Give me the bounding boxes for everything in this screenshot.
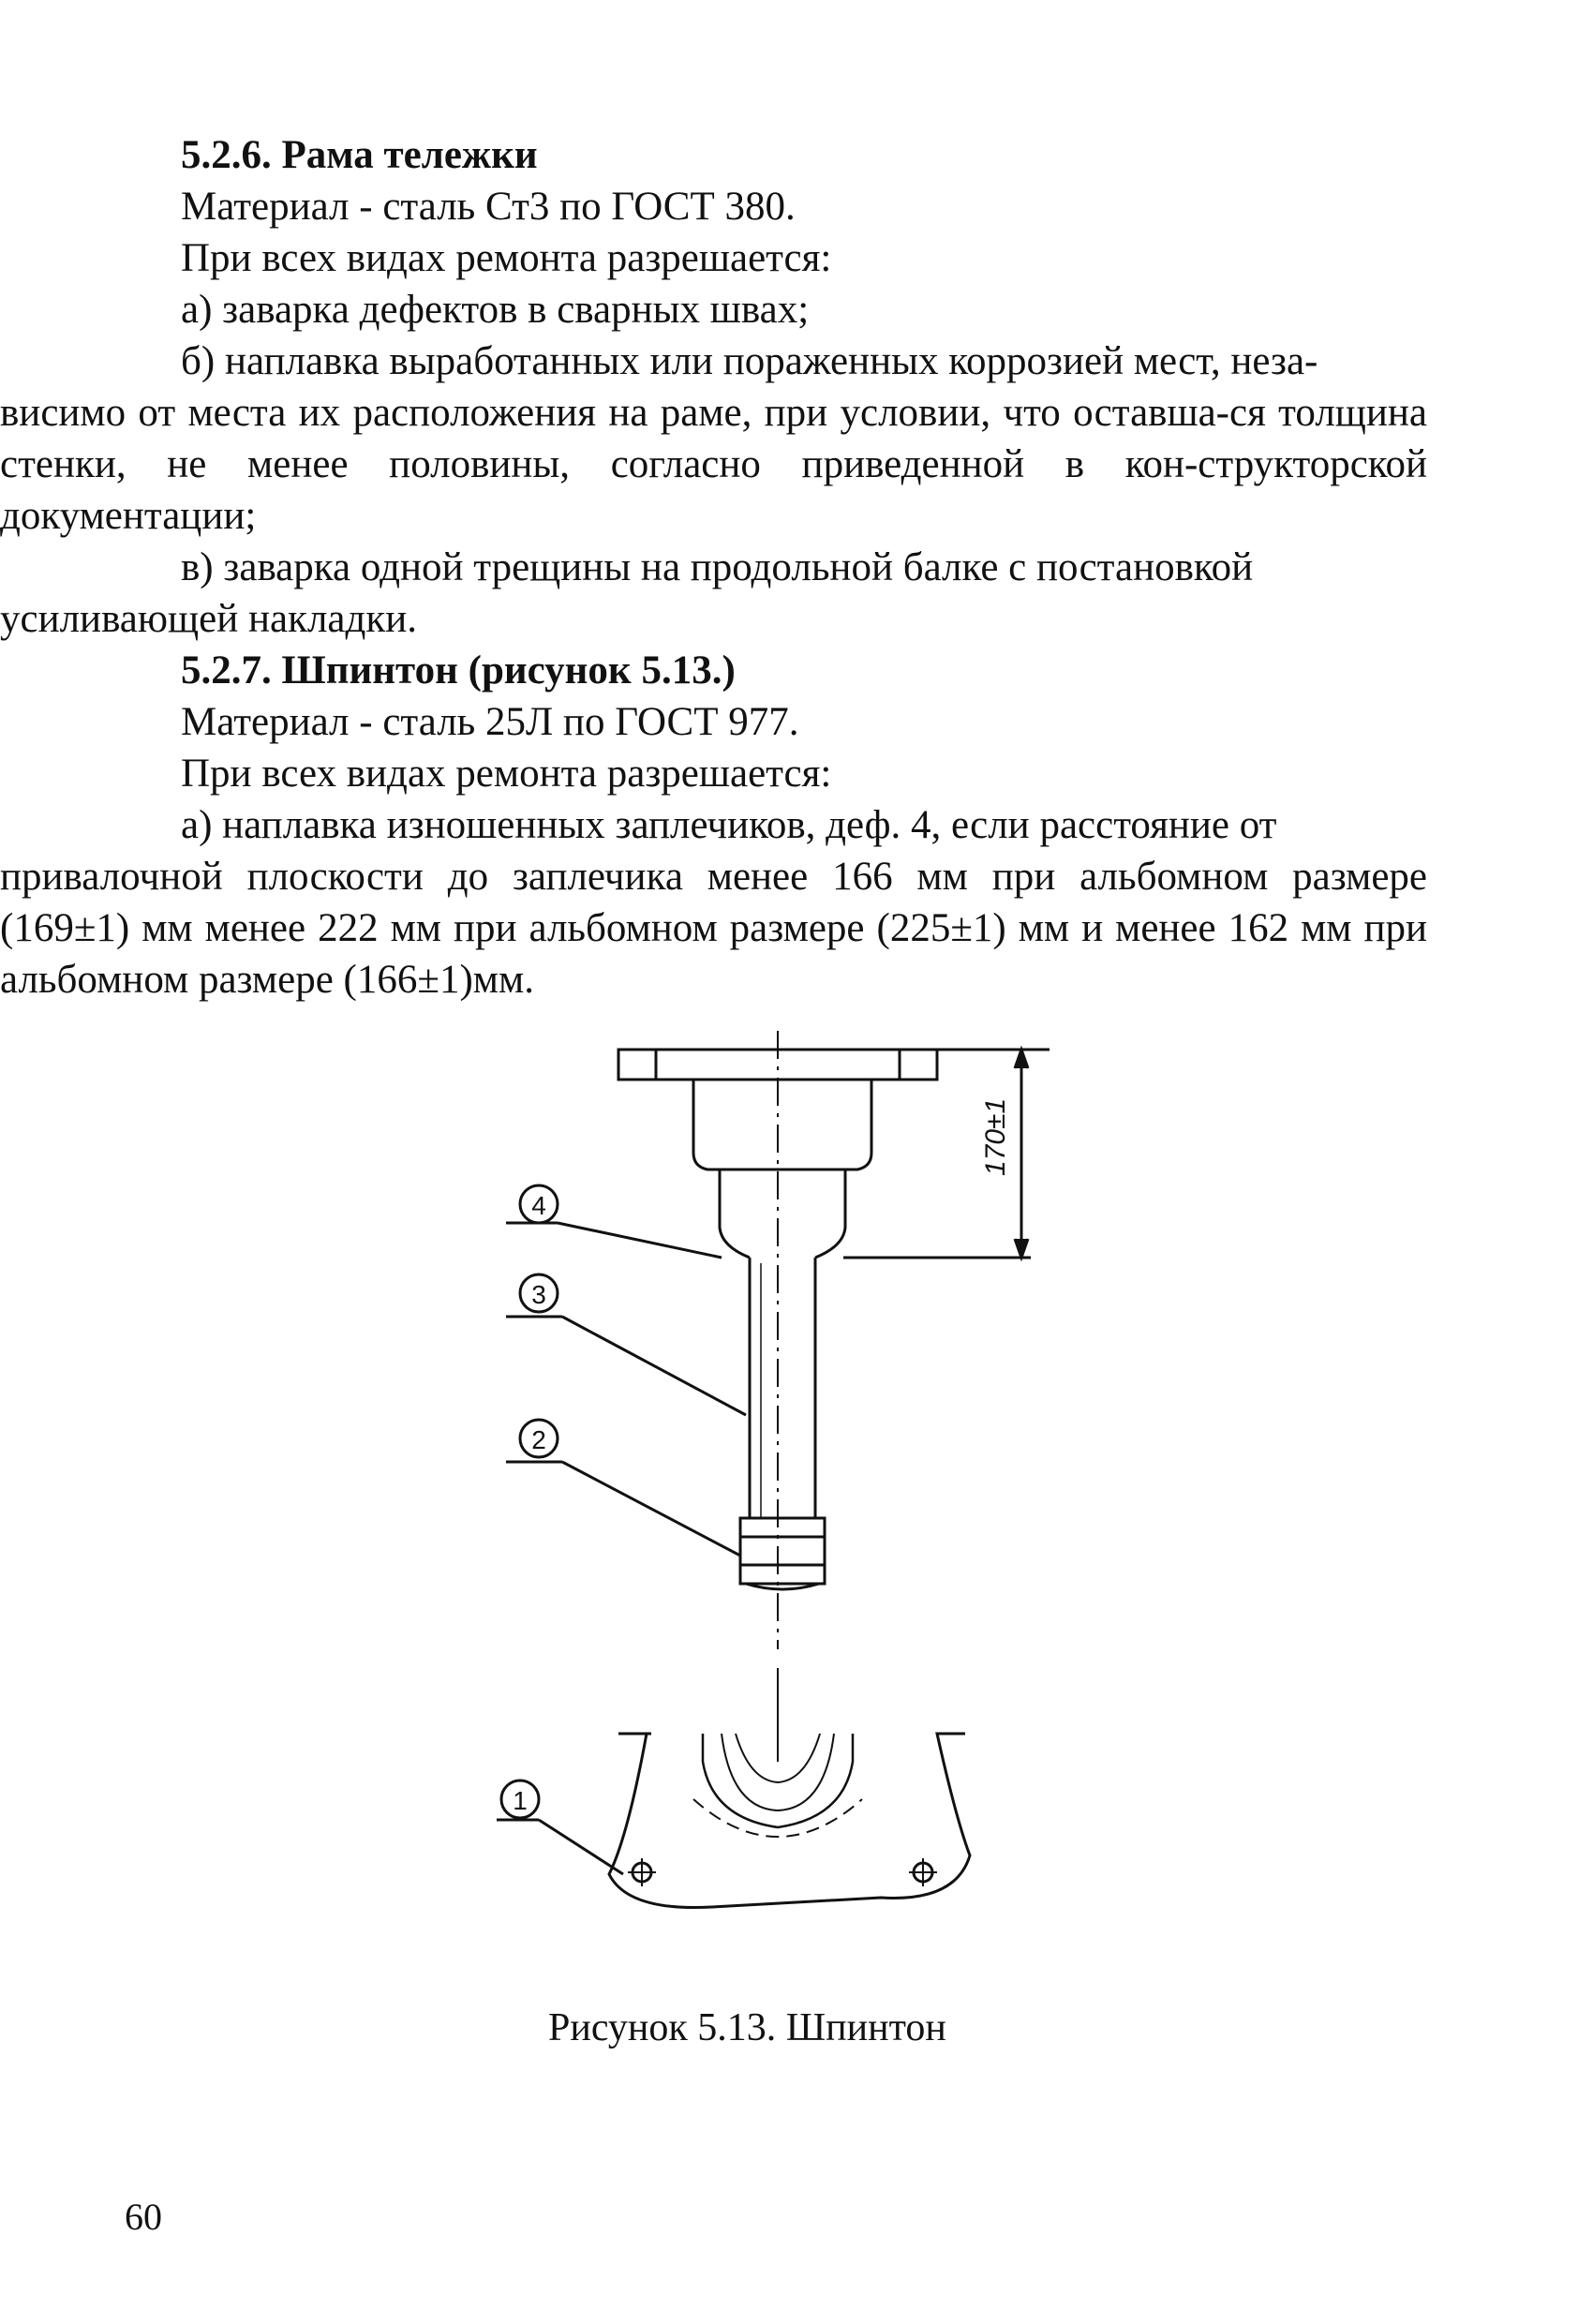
shpinton-drawing [469, 1012, 1106, 1968]
upper-body [693, 1080, 871, 1169]
allowed-526: При всех видах ремонта разрешается: [181, 236, 832, 280]
item-a-527-continuation: привалочной плоскости до заплечика менее 166 мм при альбомном размере (169±1) мм менее 222 мм при альбомном размере (225±1) мм и менее 162 мм при альбомном размере (166±1)мм. [0, 855, 1427, 1002]
item-a-526: а) заварка дефектов в сварных швах; [181, 288, 810, 332]
allowed-527: При всех видах ремонта разрешается: [181, 752, 832, 796]
item-v-526-continuation: усиливающей накладки. [0, 597, 418, 641]
callout-4-label: 4 [531, 1191, 546, 1220]
item-b-526-continuation: висимо от места их расположения на раме, при условии, что оставша-ся толщина стенки, не менее половины, согласно приведенной в кон-структорской документации; [0, 391, 1427, 538]
material-526: Материал - сталь Ст3 по ГОСТ 380. [181, 185, 796, 229]
section-5-2-6-heading: 5.2.6. Рама тележки [181, 133, 538, 177]
callout-3-label: 3 [531, 1280, 546, 1309]
base-plate [609, 1734, 970, 1908]
figure-caption: Рисунок 5.13. Шпинтон [548, 2006, 946, 2049]
shoulder [720, 1169, 845, 1258]
item-a-527-first-line: а) наплавка изношенных заплечиков, деф. 4, если расстояние от [181, 803, 1277, 847]
page-number: 60 [125, 2196, 162, 2238]
item-b-526-first-line: б) наплавка выработанных или пораженных коррозией мест, неза- [181, 339, 1318, 383]
collar [740, 1518, 825, 1584]
material-527: Материал - сталь 25Л по ГОСТ 977. [181, 700, 799, 744]
callout-2-label: 2 [531, 1425, 546, 1454]
dimension-label: 170±1 [980, 1097, 1011, 1176]
callout-1-label: 1 [513, 1786, 528, 1815]
body-text [0, 129, 1427, 1006]
section-5-2-7-heading: 5.2.7. Шпинтон (рисунок 5.13.) [181, 648, 736, 693]
shank [750, 1258, 815, 1518]
item-v-526-first-line: в) заварка одной трещины на продольной балке с постановкой [181, 545, 1254, 589]
